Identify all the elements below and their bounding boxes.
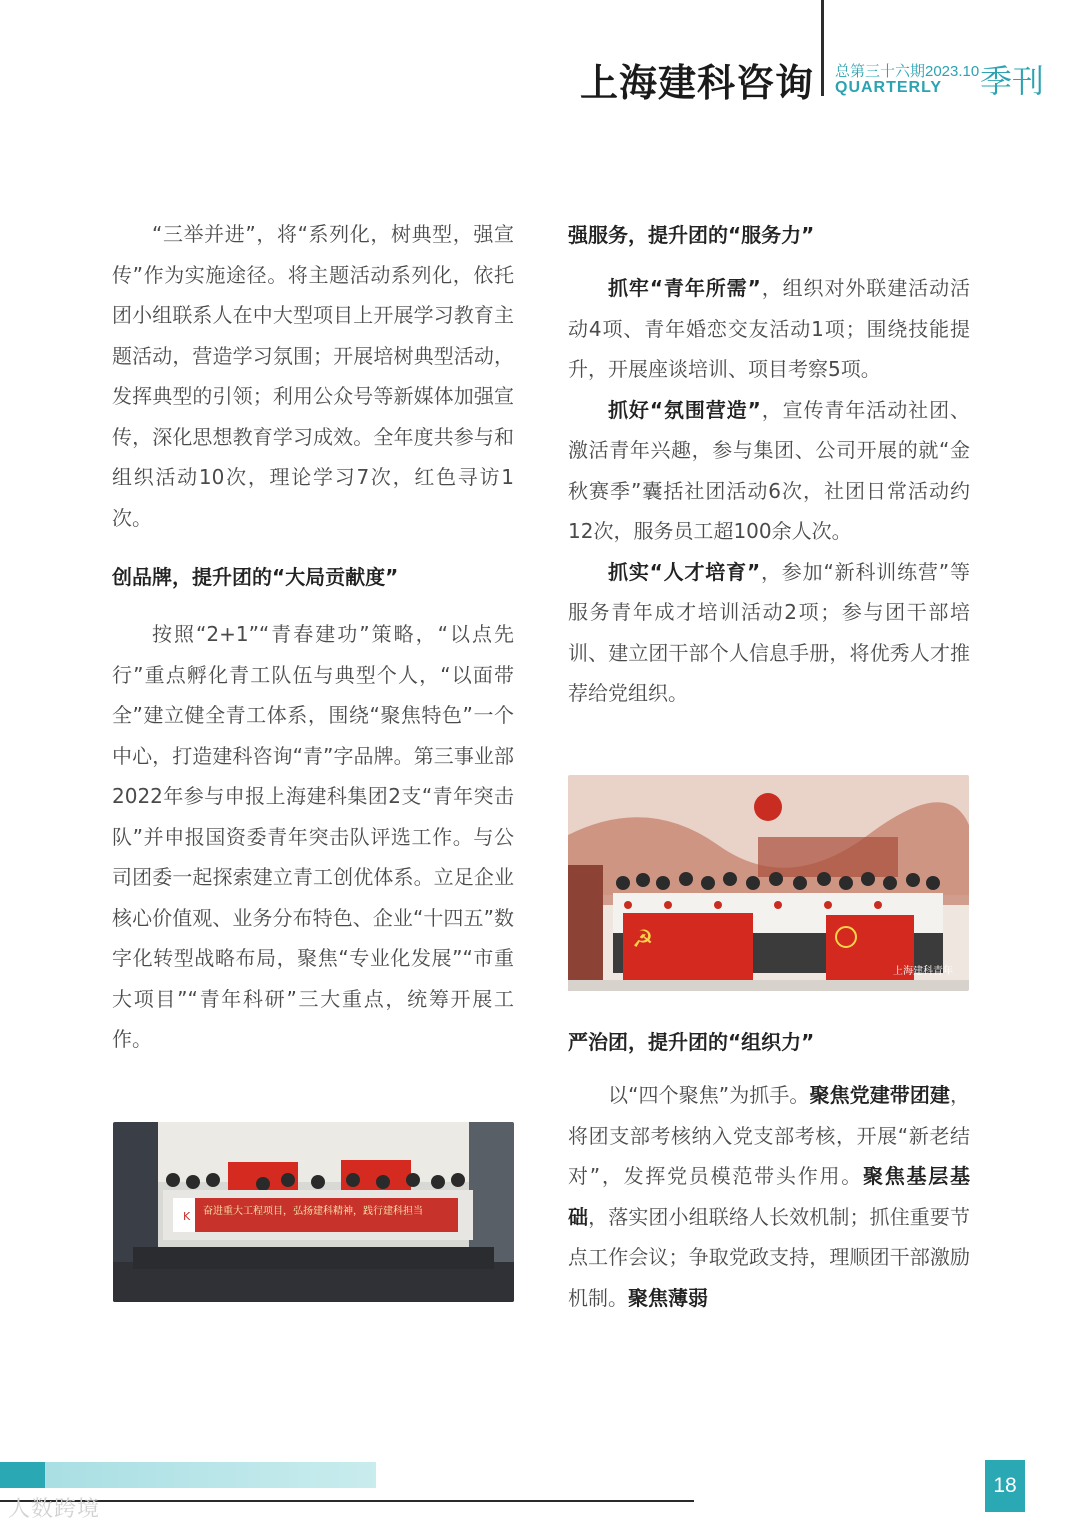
paragraph-body: ，将团支部考核纳入党支部考核，开展“新老结对”，发挥党员模范带头作用。 [568, 1083, 970, 1188]
paragraph [568, 1075, 970, 1318]
section-heading: 强服务，提升团的“服务力” [568, 223, 815, 247]
page-number: 18 [985, 1460, 1025, 1512]
paragraph-body: ，参加“新科训练营”等服务青年成才培训活动2项；参与团干部培训、建立团干部个人信息手册，将优秀人才推荐给党组织。 [568, 559, 970, 705]
photo-caption: 上海建科青年 [893, 966, 953, 977]
quarterly-label: QUARTERLY [835, 79, 943, 96]
section-heading: 严治团，提升团的“组织力” [568, 1030, 815, 1054]
svg-text:☭: ☭ [632, 925, 654, 953]
banner-text: 奋进重大工程项目，弘扬建科精神，践行建科担当 [203, 1206, 423, 1217]
paragraph-body: ，组织对外联建活动活动4项、青年婚恋交友活动1项；围绕技能提升，开展座谈培训、项目考察5项。 [568, 276, 971, 381]
paragraph-lead: 抓好“氛围营造” [608, 397, 761, 422]
right-column [568, 220, 970, 714]
right-column-lower [568, 1027, 970, 1318]
paragraph-lead: 抓牢“青年所需” [608, 276, 761, 300]
paragraph-body: ，宣传青年活动社团、激活青年兴趣，参与集团、公司开展的就“金秋赛季”囊括社团活动6次，社团日常活动约12次，服务员工超100余人次。 [568, 397, 971, 543]
paragraph-lead: 聚焦薄弱 [628, 1285, 708, 1310]
footer-rule [0, 1500, 694, 1502]
paragraph-body: ，落实团小组联络人长效机制；抓住重要节点工作会议；争取党政支持，理顺团干部激励机制。 [568, 1204, 971, 1310]
footer-accent-bar [0, 1462, 376, 1488]
paragraph-lead: 聚焦基层基础 [568, 1164, 970, 1229]
paragraph: “三举并进”，将“系列化，树典型，强宣传”作为实施途径。将主题活动系列化，依托团小组联系人在中大型项目上开展学习教育主题活动，营造学习氛围；开展培树典型活动，发挥典型的引领；利用公众号等新媒体加强宣传，深化思想教育学习成效。全年度共参与和组织活动10次，理论学习7次，红色寻访1次。 [112, 222, 514, 530]
left-column [112, 214, 514, 1060]
paragraph-body: 以“四个聚焦”为抓手。 [608, 1083, 810, 1107]
paragraph [568, 390, 970, 552]
paragraph-lead: 抓实“人才培育” [608, 559, 761, 584]
paragraph [568, 268, 970, 390]
header-divider [821, 0, 824, 96]
paragraph: 按照“2+1”“青春建功”策略，“以点先行”重点孵化青工队伍与典型个人，“以面带全”建立健全青工体系，围绕“聚焦特色”一个中心，打造建科咨询“青”字品牌。第三事业部2022年参与申报上海建科集团2支“青年突击队”并申报国资委青年突击队评选工作。与公司团委一起探索建立青工创优体系。立足企业核心价值观、业务分布特色、企业“十四五”数字化转型战略布局，聚焦“专业化发展”“市重大项目”“青年科研”三大重点，统筹开展工作。 [112, 622, 514, 1051]
quarterly-cn-label: 季刊 [980, 62, 1045, 100]
group-photo-banner [113, 1122, 514, 1302]
svg-text:K: K [183, 1210, 191, 1223]
issue-number: 总第三十六期2023.10 [835, 63, 980, 80]
paragraph [568, 552, 970, 714]
watermark: 人数跨境 [8, 1497, 101, 1522]
magazine-title: 上海建科咨询 [580, 61, 815, 105]
youth-group-photo [568, 775, 969, 991]
paragraph-lead: 聚焦党建带团建 [809, 1083, 950, 1107]
section-heading: 创品牌，提升团的“大局贡献度” [112, 565, 399, 589]
